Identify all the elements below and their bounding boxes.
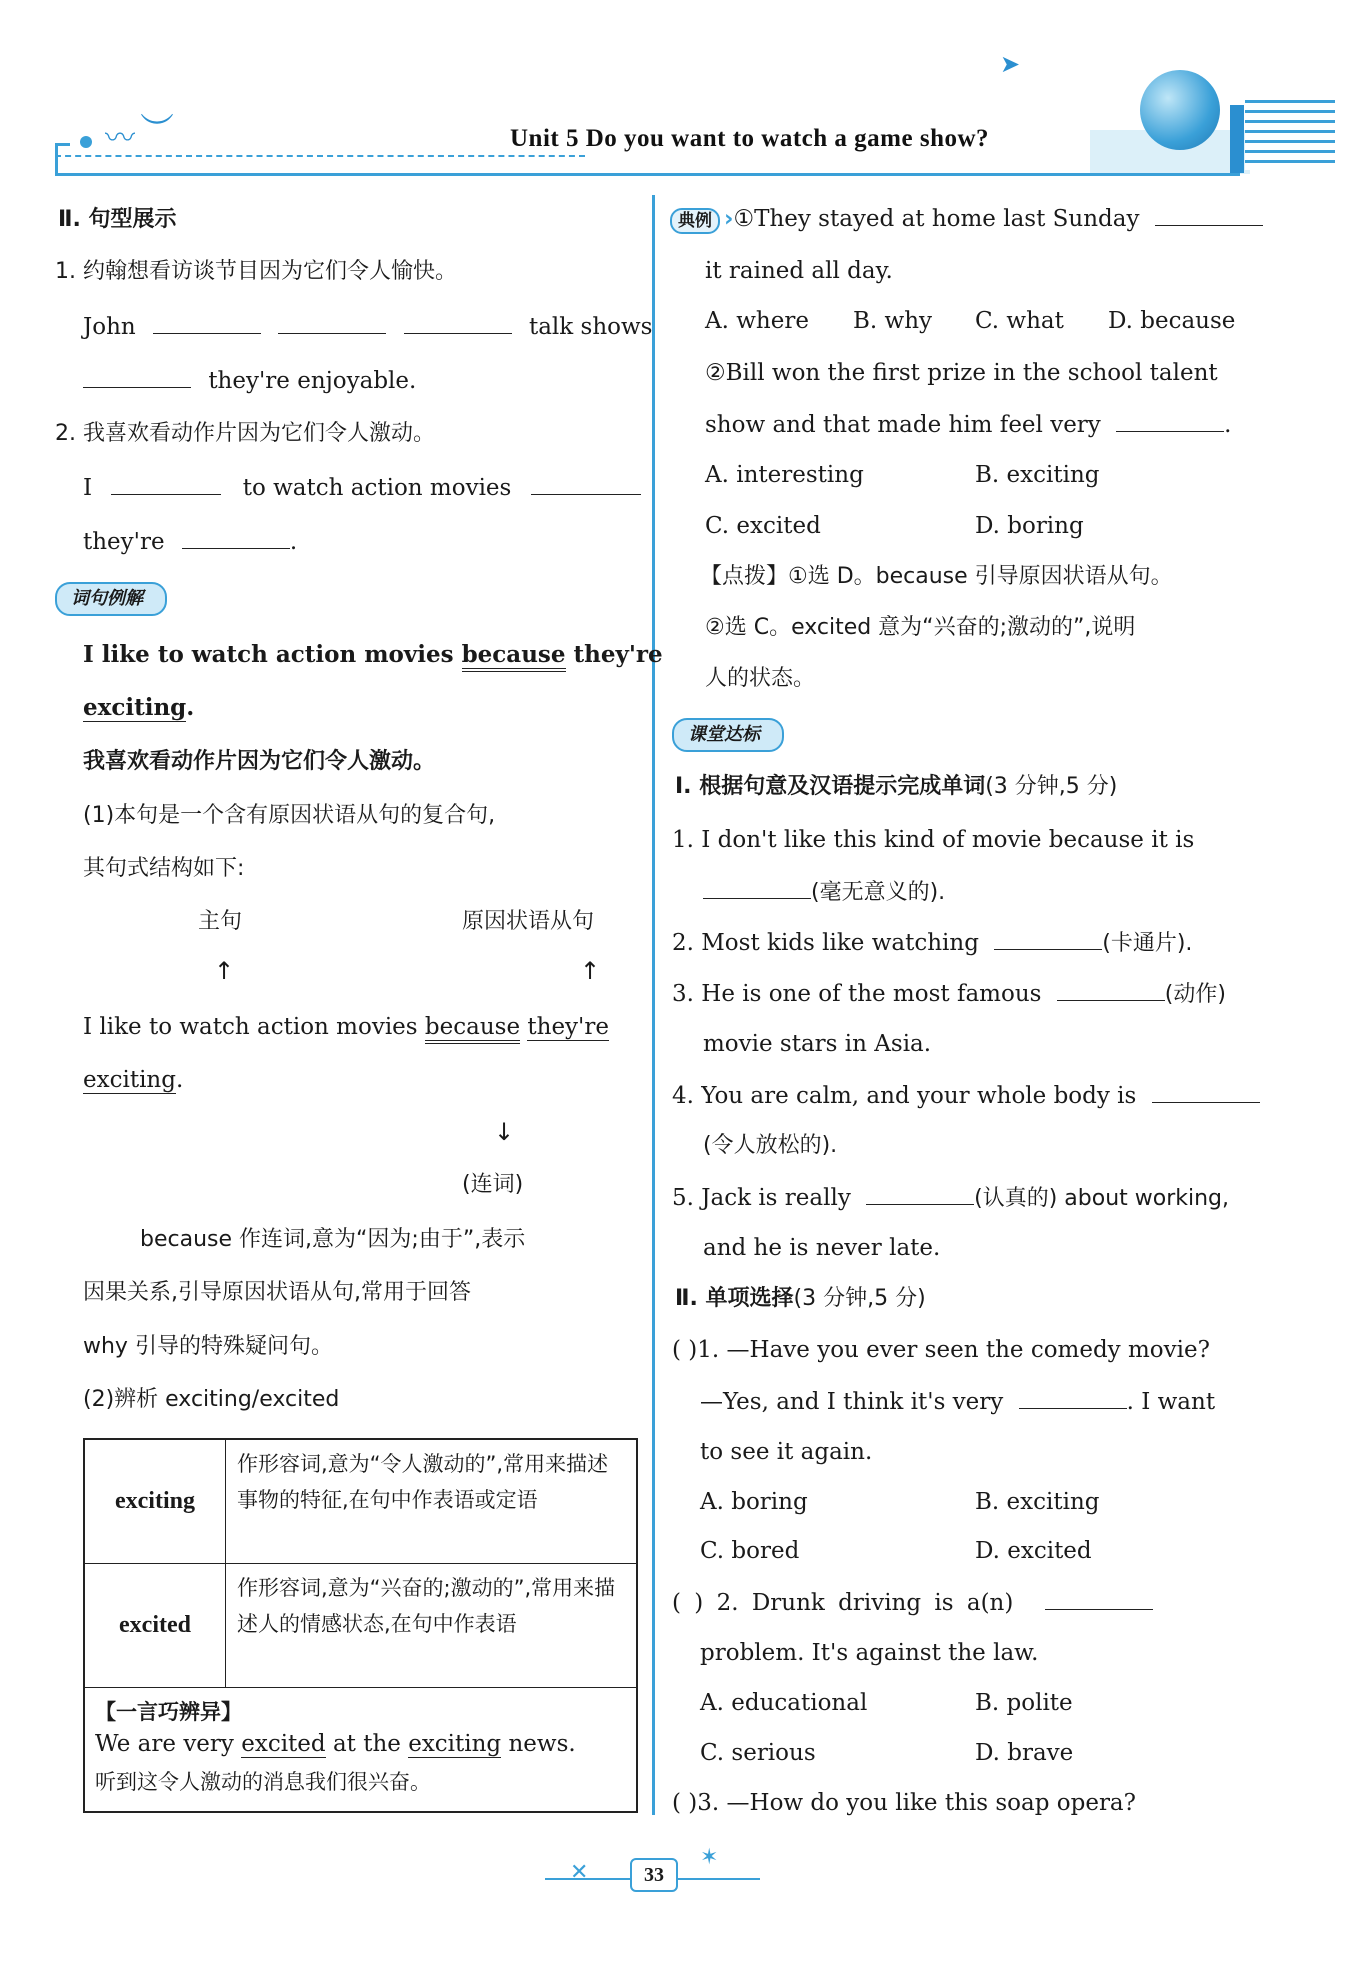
exercise-item — [672, 927, 1192, 959]
mc-question: to see it again. — [700, 1439, 873, 1465]
tip-sentence — [95, 1731, 576, 1757]
option[interactable]: A. boring — [700, 1489, 808, 1515]
text: to watch action movies — [242, 475, 512, 501]
text: 5. Jack is really — [672, 1185, 851, 1211]
option[interactable]: D. brave — [975, 1740, 1074, 1766]
example-question: it rained all day. — [705, 258, 893, 284]
answer-blank[interactable] — [1152, 1080, 1260, 1103]
option[interactable]: D. excited — [975, 1538, 1092, 1564]
answer-blank[interactable] — [1116, 409, 1224, 432]
text: I like to watch action movies — [83, 1014, 418, 1040]
star-icon: ✕ — [570, 1860, 589, 1885]
arrow-up-icon: ↑ — [214, 957, 235, 985]
text: We are very — [95, 1731, 242, 1757]
option[interactable]: D. because — [1108, 308, 1236, 334]
explanation: why 引导的特殊疑问句。 — [83, 1334, 333, 1359]
exercise-item: and he is never late. — [703, 1235, 941, 1261]
text: 3. He is one of the most famous — [672, 981, 1042, 1007]
text: . — [289, 529, 298, 555]
label-main-clause: 主句 — [198, 909, 243, 934]
answer-blank[interactable] — [703, 876, 811, 899]
question-zh: 1. 约翰想看访谈节目因为它们令人愉快。 — [55, 259, 457, 284]
unit-title: Unit 5 Do you want to watch a game show? — [510, 125, 990, 152]
option[interactable]: A. interesting — [705, 462, 864, 488]
label-conjunction: (连词) — [462, 1172, 524, 1197]
page-header — [50, 50, 1330, 185]
text: . — [186, 694, 195, 721]
section-title — [675, 1284, 926, 1314]
option[interactable]: B. exciting — [975, 1489, 1100, 1515]
section-badge: 词句例解 — [55, 582, 167, 616]
explanation: because 作连词,意为“因为;由于”,表示 — [140, 1227, 526, 1252]
comparison-table — [83, 1438, 638, 1813]
text: (毫无意义的). — [811, 880, 946, 905]
section-badge: 课堂达标 — [672, 718, 784, 752]
paper-plane-icon: ➤ — [1000, 50, 1021, 78]
label-reason-clause: 原因状语从句 — [462, 909, 595, 934]
option[interactable]: C. serious — [700, 1740, 816, 1766]
text: (认真的) about working, — [974, 1186, 1230, 1211]
answer-blank[interactable] — [531, 472, 641, 495]
text: (动作) — [1164, 982, 1226, 1007]
text: at the — [325, 1731, 409, 1757]
answer-blank[interactable] — [111, 472, 221, 495]
table-desc: 作形容词,意为“令人激动的”,常用来描述事物的特征,在句中作表语或定语 — [237, 1452, 609, 1512]
text: . — [1224, 412, 1232, 438]
mc-question — [672, 1587, 1153, 1618]
mc-question: ( )3. —How do you like this soap opera? — [672, 1790, 1136, 1816]
explanation: 其句式结构如下: — [83, 856, 245, 881]
example-sentence — [83, 693, 194, 723]
arrow-up-icon: ↑ — [580, 957, 601, 985]
text: Ⅱ. 单项选择 — [675, 1286, 794, 1311]
tip-translation: 听到这令人激动的消息我们很兴奋。 — [95, 1770, 431, 1794]
text: news. — [501, 1731, 576, 1757]
option[interactable]: B. polite — [975, 1690, 1073, 1716]
table-row — [85, 1440, 636, 1564]
text: —Yes, and I think it's very — [700, 1389, 1004, 1415]
table-row — [85, 1564, 636, 1688]
table-term: exciting — [85, 1440, 226, 1563]
text: they're enjoyable. — [208, 368, 417, 394]
header-bar — [1230, 105, 1244, 173]
exercise-item — [672, 1182, 1229, 1214]
header-dot — [80, 136, 92, 148]
answer-blank[interactable] — [1045, 1587, 1153, 1610]
mc-question — [700, 1386, 1215, 1417]
explanation: (1)本句是一个含有原因状语从句的复合句, — [83, 803, 496, 828]
structure-sentence — [83, 1065, 183, 1095]
explanation: (2)辨析 exciting/excited — [83, 1387, 340, 1412]
text: . — [175, 1067, 184, 1093]
mc-question: problem. It's against the law. — [700, 1640, 1039, 1666]
header-stripes — [1245, 100, 1335, 170]
exercise-item: movie stars in Asia. — [703, 1031, 932, 1057]
answer-blank[interactable] — [153, 311, 261, 334]
explanation: 因果关系,引导原因状语从句,常用于回答 — [83, 1280, 471, 1305]
option[interactable]: C. what — [975, 308, 1064, 334]
header-dashed-rule — [55, 155, 585, 173]
exercise-item: (令人放松的). — [703, 1133, 838, 1158]
page-number: 33 — [630, 1858, 678, 1892]
text: John — [83, 314, 136, 340]
example-sentence — [83, 640, 663, 670]
keyword: exciting — [83, 694, 187, 721]
text: I like to watch action movies — [83, 641, 454, 668]
question-en — [83, 472, 641, 503]
text: ①They stayed at home last Sunday — [733, 206, 1140, 232]
mc-question: ( )1. —Have you ever seen the comedy movie? — [672, 1337, 1210, 1363]
bird-icon: 〰 — [105, 121, 135, 156]
hint: 【点拨】①选 D。because 引导原因状语从句。 — [700, 564, 1173, 589]
text: ( ) 2. Drunk driving is a(n) — [672, 1590, 1014, 1616]
answer-blank[interactable] — [1057, 978, 1165, 1001]
keyword: because — [425, 1014, 520, 1044]
example-question — [705, 409, 1231, 440]
answer-blank[interactable] — [866, 1182, 974, 1205]
exercise-item — [672, 978, 1226, 1010]
text: they're — [527, 1014, 609, 1040]
question-en — [83, 311, 652, 342]
text: (3 分钟,5 分) — [793, 1286, 926, 1311]
question-en — [83, 526, 297, 557]
exercise-item — [703, 876, 945, 908]
text: they're — [83, 529, 165, 555]
option[interactable]: D. boring — [975, 513, 1084, 539]
example-question: ②Bill won the first prize in the school talent — [705, 360, 1218, 386]
header-rule — [55, 173, 1240, 176]
text: exciting — [83, 1067, 176, 1093]
section-title: Ⅱ. 句型展示 — [58, 207, 177, 232]
answer-blank[interactable] — [83, 365, 191, 388]
text: 4. You are calm, and your whole body is — [672, 1083, 1137, 1109]
text: I — [83, 475, 93, 501]
keyword: because — [462, 641, 566, 672]
hint: ②选 C。excited 意为“兴奋的;激动的”,说明 — [705, 615, 1136, 640]
example-pill: 典例 — [670, 208, 720, 234]
text: talk shows — [528, 314, 653, 340]
globe-icon — [1140, 70, 1220, 150]
hint: 人的状态。 — [705, 666, 816, 691]
section-title — [675, 772, 1117, 802]
structure-sentence — [83, 1012, 609, 1042]
answer-blank[interactable] — [1019, 1386, 1127, 1409]
table-desc: 作形容词,意为“兴奋的;激动的”,常用来描述人的情感状态,在句中作表语 — [237, 1576, 616, 1636]
answer-blank[interactable] — [278, 311, 386, 334]
column-divider — [652, 195, 655, 1815]
arrow-down-icon: ↓ — [494, 1118, 515, 1146]
text: 2. Most kids like watching — [672, 930, 979, 956]
example-question — [670, 203, 1263, 234]
palm-icon: ✶ — [700, 1845, 719, 1870]
option[interactable]: B. why — [853, 308, 933, 334]
keyword: exciting — [408, 1731, 502, 1757]
option[interactable]: A. where — [705, 308, 809, 334]
text: show and that made him feel very — [705, 412, 1101, 438]
exercise-item — [672, 1080, 1260, 1111]
tip-title: 【一言巧辨异】 — [95, 1700, 242, 1724]
answer-blank[interactable] — [404, 311, 512, 334]
option[interactable]: B. exciting — [975, 462, 1100, 488]
option[interactable]: C. excited — [705, 513, 821, 539]
chevron-right-icon: › — [724, 206, 734, 232]
option[interactable]: C. bored — [700, 1538, 800, 1564]
answer-blank[interactable] — [994, 927, 1102, 950]
question-zh: 2. 我喜欢看动作片因为它们令人激动。 — [55, 421, 435, 446]
option[interactable]: A. educational — [700, 1690, 868, 1716]
text: (卡通片). — [1102, 931, 1193, 956]
keyword: excited — [241, 1731, 326, 1757]
exercise-item: 1. I don't like this kind of movie because it is — [672, 827, 1195, 853]
bird-icon: ︶ — [140, 111, 174, 151]
text: they're — [573, 641, 663, 668]
answer-blank[interactable] — [1155, 203, 1263, 226]
question-en — [83, 365, 416, 396]
example-translation: 我喜欢看动作片因为它们令人激动。 — [83, 749, 436, 774]
text: Ⅰ. 根据句意及汉语提示完成单词 — [675, 774, 986, 799]
text: . I want — [1126, 1389, 1216, 1415]
table-term: excited — [85, 1564, 226, 1687]
text: (3 分钟,5 分) — [985, 774, 1118, 799]
answer-blank[interactable] — [182, 526, 290, 549]
